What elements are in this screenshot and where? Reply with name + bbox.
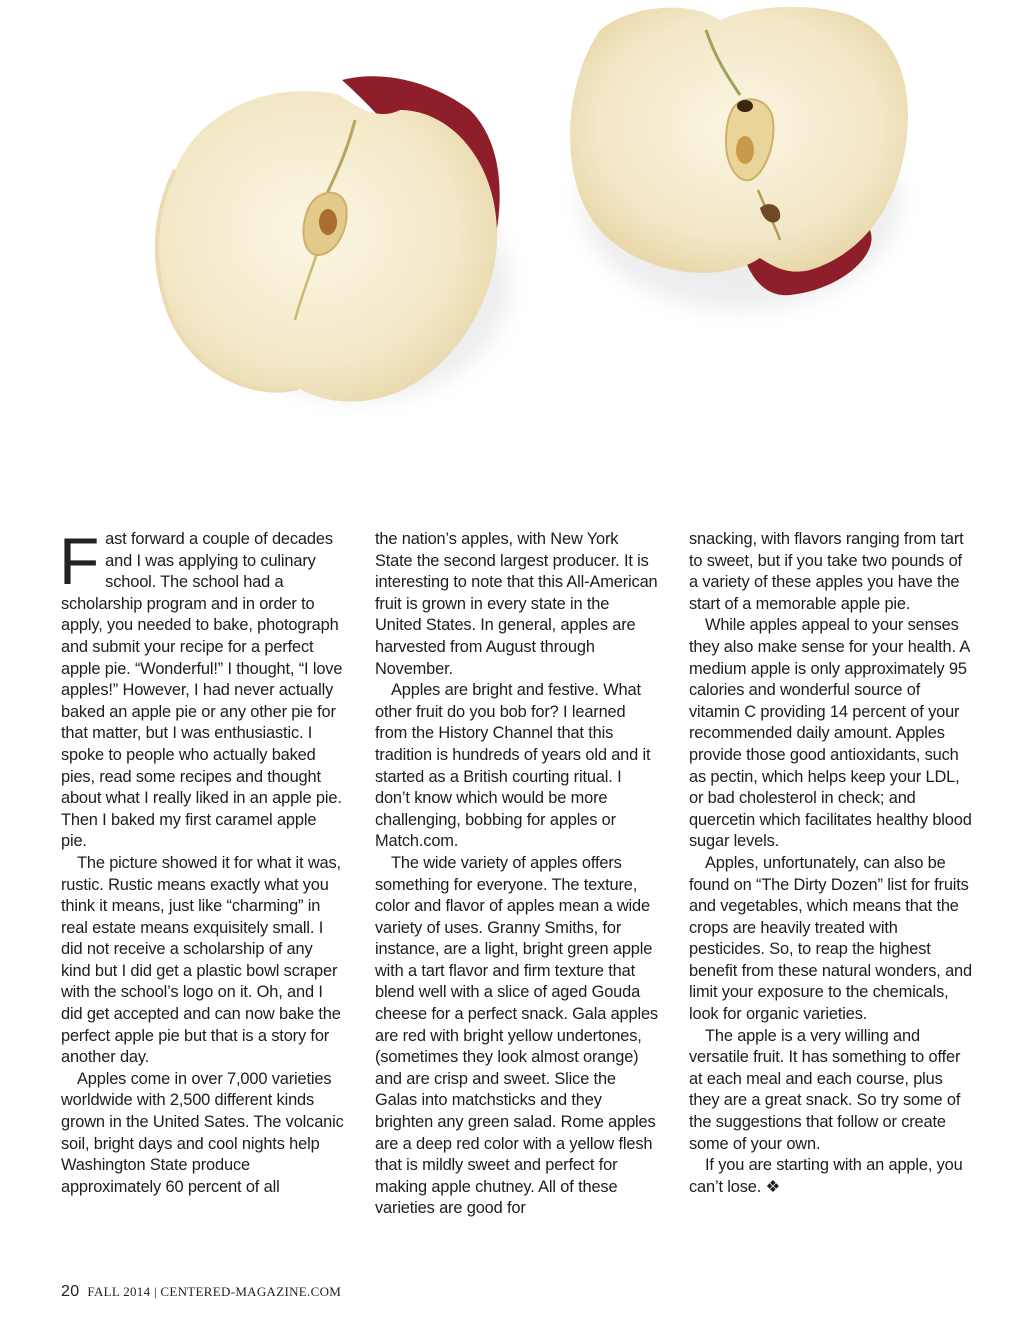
paragraph: The apple is a very willing and versatile fruit. It has something to offer at each meal and each course, plus they are a great snack. So try some of the suggestions that follow or create some of your own. <box>689 1026 961 1153</box>
article-column-1 <box>59 524 345 1220</box>
paragraph: Apples, unfortunately, can also be found on “The Dirty Dozen” list for fruits and vegetables, which means that the crops are heavily treated with pesticides. So, to reap the highest benefit from these natural wonders, and limit your exposure to the chemicals, look for organic varieties. <box>689 853 972 1024</box>
paragraph: the nation’s apples, with New York State the second largest producer. It is interesting to note that this All-American fruit is grown in every state in the United States. In general, apples are harvested from August through November. <box>375 530 658 678</box>
apple-halves-photo <box>0 0 1024 500</box>
drop-cap: F <box>59 524 100 598</box>
article-body <box>59 524 973 1220</box>
paragraph: snacking, with flavors ranging from tart to sweet, but if you take two pounds of a variety of these apples you have the start of a memorable apple pie. <box>689 530 964 613</box>
paragraph: Apples come in over 7,000 varieties worldwide with 2,500 different kinds grown in the United Sates. The volcanic soil, bright days and cool nights help Washington State produce approximately 60 percent of all <box>61 1069 344 1196</box>
paragraph: If you are starting with an apple, you can’t lose. ❖ <box>689 1156 963 1196</box>
paragraph-text: ast forward a couple of decades and I was applying to culinary school. The school had a scholarship program and in order to apply, you needed to bake, photograph and submit your recipe for a perfect apple pie. “Wonderful!” I thought, “I love apples!” However, I had never actually baked an apple pie or any other pie for that matter, but I was enthusiastic. I spoke to people who actually baked pies, read some recipes and thought about what I really liked in an apple pie. Then I baked my first caramel apple pie. <box>61 530 343 851</box>
article-column-2 <box>375 529 659 1220</box>
paragraph <box>59 524 345 853</box>
paragraph: While apples appeal to your senses they also make sense for your health. A medium apple is only approximately 95 calories and wonderful source of vitamin C providing 14 percent of your recommended daily amount. Apples provide those good antioxidants, such as pectin, which helps keep your LDL, or bad cholesterol in check; and quercetin which facilitates healthy blood sugar levels. <box>689 616 972 851</box>
apple-half-left-image <box>157 76 510 401</box>
paragraph: The picture showed it for what it was, rustic. Rustic means exactly what you think it means, just like “charming” in real estate means exquisitely small. I did not receive a scholarship of any kind but I did get a plastic bowl scraper with the school’s logo on it. Oh, and I did get accepted and can now bake the perfect apple pie but that is a story for another day. <box>61 853 341 1067</box>
article-column-3 <box>689 529 973 1220</box>
apple-half-right-image <box>570 7 908 310</box>
issue-and-site: FALL 2014 | CENTERED-MAGAZINE.COM <box>87 1284 342 1299</box>
paragraph: The wide variety of apples offers something for everyone. The texture, color and flavor of apples mean a wide variety of uses. Granny Smiths, for instance, are a light, bright green apple with a tart flavor and firm texture that blend well with a slice of aged Gouda cheese for a perfect snack. Gala apples are red with bright yellow undertones, (sometimes they look almost orange) and are crisp and sweet. Slice the Galas into matchsticks and they brighten any green salad. Rome apples are a deep red color with a yellow flesh that is mildly sweet and perfect for making apple chutney. All of these varieties are good for <box>375 853 658 1218</box>
paragraph: Apples are bright and festive. What other fruit do you bob for? I learned from the History Channel that this tradition is hundreds of years old and it started as a British courting ritual. I don’t know which would be more challenging, bobbing for apples or Match.com. <box>375 681 651 851</box>
page-footer <box>61 1283 341 1301</box>
page-number: 20 <box>61 1283 80 1300</box>
